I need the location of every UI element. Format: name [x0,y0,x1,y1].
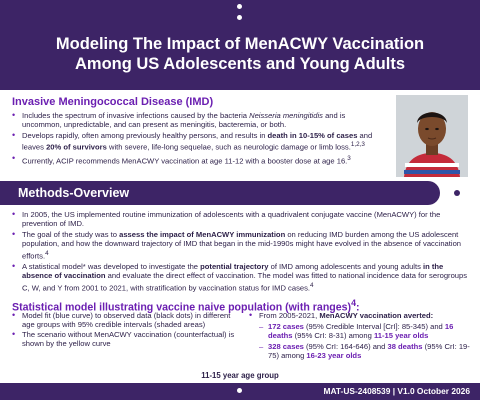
model-right-bullet-1 [249,311,474,320]
person-illustration [396,95,468,177]
reference-superscript: 1,2,3 [350,141,365,149]
text: From 2005-2021, [259,311,320,320]
decorative-dot [237,388,242,393]
methods-bullet-2 [12,230,470,260]
reference-superscript: 3 [347,154,351,162]
bold-text: 172 cases [268,321,304,331]
averted-item-16-23 [259,342,474,361]
page-title [20,34,460,74]
bold-text: in the absence of vaccination [22,262,444,281]
imd-section [12,96,387,167]
decorative-dot [237,15,242,20]
bold-text: assess the impact of MenACWY immunization [119,230,286,240]
text: with severe, life-long sequelae, such as neurologic damage or limb loss. [106,142,351,152]
model-left-bullets [12,311,240,348]
methods-bullets [12,210,470,292]
header-band [0,0,480,90]
bold-text: 328 cases [268,341,304,351]
text: on reducing IMD burden among the US adolescent population, and how the downward trajectory of IMD that began in the mid-1990s might have evolved in the absence of vaccination efforts. [22,230,462,261]
text: and is uncommon, unpredictable, and can present as meningitis, bacteremia, or both. [22,111,346,130]
italic-text: Neisseria meningitidis [249,111,323,120]
averted-sublist [259,322,474,361]
text: (95% Credible Interval [CrI]: 85-345) and [303,321,445,331]
text: and evaluate the direct effect of vaccination. The model was fitted to national incidence data for serogroups C, W, and Y from 2001 to 2021, with stratification by vaccination status for IMD cases. [22,271,468,293]
title-line-1: Modeling The Impact of MenACWY Vaccination [55,35,425,53]
methods-section [12,210,470,294]
methods-banner [0,181,440,205]
model-left-bullet-1: • Model fit (blue curve) to observed data (black dots) in different age groups with 95% credible intervals (shaded areas) [12,311,240,330]
text: The goal of the study was to [22,230,120,240]
text: (95% CrI: 8-31) among [292,331,374,341]
text: Statistical model illustrating vaccine naive population (with ranges) [12,301,352,314]
bold-text: 20% of survivors [46,142,107,152]
decorative-dot [237,4,242,9]
text: Currently, ACIP recommends MenACWY vaccination at age 11-12 with a booster dose at age 16. [22,156,348,166]
methods-heading: Methods-Overview [18,186,130,200]
model-right-bullets [249,311,474,320]
model-right-column [249,311,474,360]
document-code: MAT-US-2408539 | V1.0 October 2026 [323,386,470,396]
reference-superscript: 4 [45,249,49,257]
text: (95% CrI: 19-75) among [268,341,470,361]
imd-bullet-1 [12,111,387,130]
text: and leaves [22,131,373,152]
averted-item-11-15 [259,322,474,341]
bold-text: 16 deaths [268,321,454,341]
age-group-label: 11-15 year age group [201,371,279,380]
text: A statistical model* was developed to investigate the [22,262,201,272]
text: of IMD among adolescents and young adults [268,262,424,272]
decorative-dot [454,190,460,196]
text: (95% CrI: 164-646) and [303,341,388,351]
bold-text: 11-15 year olds [373,331,429,341]
bold-text: potential trajectory [200,262,269,272]
reference-superscript: 4 [310,281,314,289]
portrait-photo [396,95,468,177]
imd-bullet-3 [12,154,387,166]
bold-text: death in 10-15% of cases [267,131,358,141]
bold-text: 16-23 year olds [306,351,362,361]
imd-bullet-2 [12,131,387,152]
model-left-column [12,311,240,348]
imd-heading: Invasive Meningococcal Disease (IMD) [12,96,214,108]
methods-bullet-1: • In 2005, the US implemented routine immunization of adolescents with a quadrivalent conjugate vaccine (MenACWY) for the prevention of IMD. [12,210,470,229]
bold-text: MenACWY vaccination averted: [319,311,434,320]
text: Includes the spectrum of invasive infections caused by the bacteria [22,111,250,120]
reference-superscript: 4 [351,298,356,308]
bold-text: 38 deaths [387,341,423,351]
text: : [356,301,360,314]
text: Develops rapidly, often among previously healthy persons, and results in [22,131,268,141]
methods-bullet-3 [12,262,470,292]
imd-bullets [12,111,387,166]
model-left-bullet-2: • The scenario without MenACWY vaccination (counterfactual) is shown by the yellow curve [12,330,240,349]
title-line-2: Among US Adolescents and Young Adults [74,55,406,73]
